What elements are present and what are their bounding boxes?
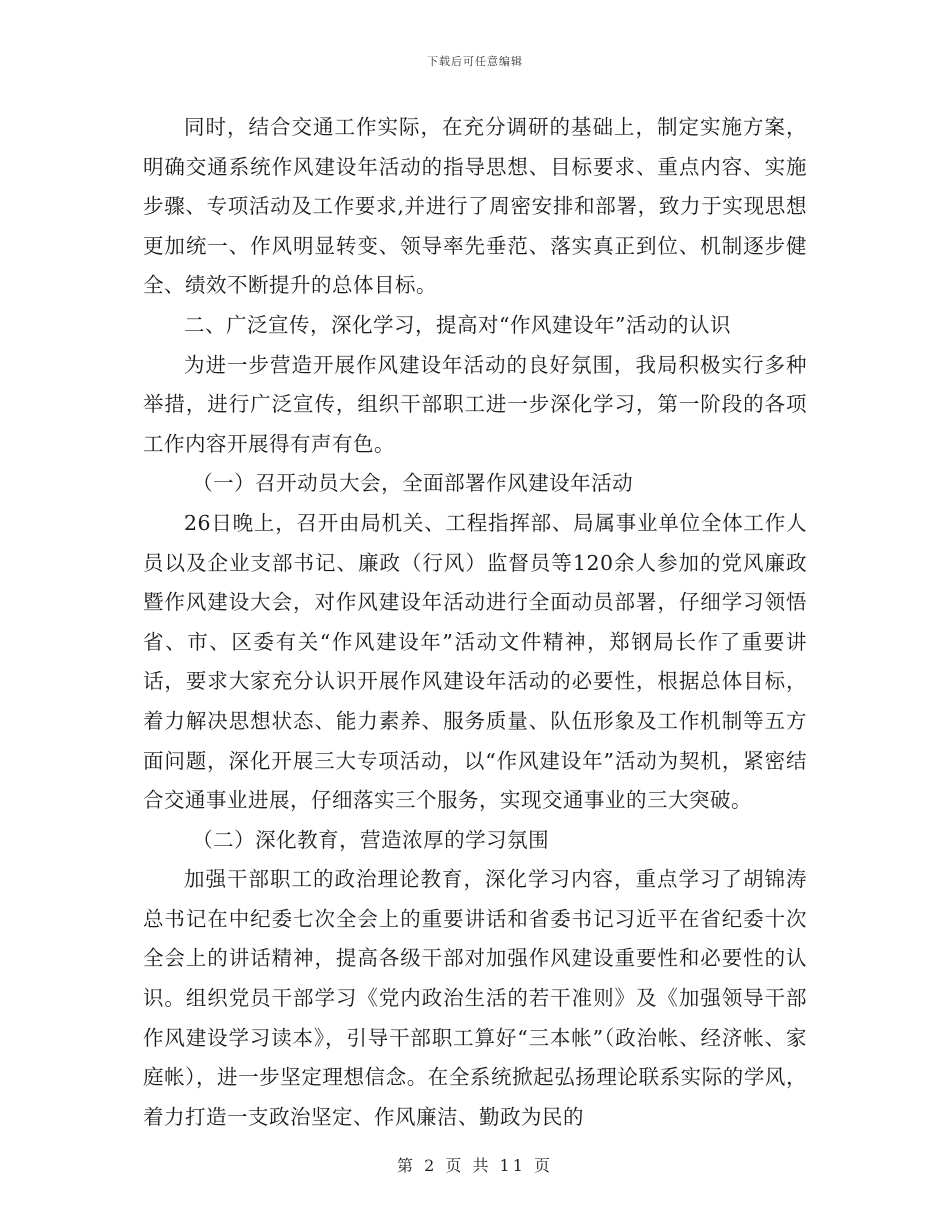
subsection-heading-2: （二）深化教育，营造浓厚的学习氛围: [192, 827, 550, 852]
subsection-heading-1: （一）召开动员大会，全面部署作风建设年活动: [192, 471, 634, 496]
paragraph-publicity: 为进一步营造开展作风建设年活动的良好氛围，我局积极实行多种举措，进行广泛宣传，组织干部职工进一步深化学习，第一阶段的各项工作内容开展得有声有色。: [143, 352, 807, 456]
document-body: [143, 108, 807, 1137]
page-header-note: 下载后可任意编辑: [427, 55, 523, 68]
paragraph-implementation-plan: 同时，结合交通工作实际，在充分调研的基础上，制定实施方案，明确交通系统作风建设年活动的指导思想、目标要求、重点内容、实施步骤、专项活动及工作要求,并进行了周密安排和部署，致力于实现思想更加统一、作风明显转变、领导率先垂范、落实真正到位、机制逐步健全、绩效不断提升的总体目标。: [143, 115, 807, 298]
page-number-footer: 第 2 页 共 11 页: [397, 1156, 553, 1175]
section-heading-2: 二、广泛宣传，深化学习，提高对“作风建设年”活动的认识: [184, 312, 731, 337]
paragraph-mobilization-meeting: 26日晚上，召开由局机关、工程指挥部、局属事业单位全体工作人员以及企业支部书记、廉政（行风）监督员等120余人参加的党风廉政暨作风建设大会，对作风建设年活动进行全面动员部署，仔细学习领悟省、市、区委有关“作风建设年”活动文件精神，郑钢局长作了重要讲话，要求大家充分认识开展作风建设年活动的必要性，根据总体目标，着力解决思想状态、能力素养、服务质量、队伍形象及工作机制等五方面问题，深化开展三大专项活动，以“作风建设年”活动为契机，紧密结合交通事业进展，仔细落实三个服务，实现交通事业的三大突破。: [143, 510, 807, 813]
paragraph-education: 加强干部职工的政治理论教育，深化学习内容，重点学习了胡锦涛总书记在中纪委七次全会上的重要讲话和省委书记习近平在省纪委十次全会上的讲话精神，提高各级干部对加强作风建设重要性和必要性的认识。组织党员干部学习《党内政治生活的若干准则》及《加强领导干部作风建设学习读本》，引导干部职工算好“三本帐”（政治帐、经济帐、家庭帐），进一步坚定理想信念。在全系统掀起弘扬理论联系实际的学风，着力打造一支政治坚定、作风廉洁、勤政为民的: [143, 867, 807, 1129]
